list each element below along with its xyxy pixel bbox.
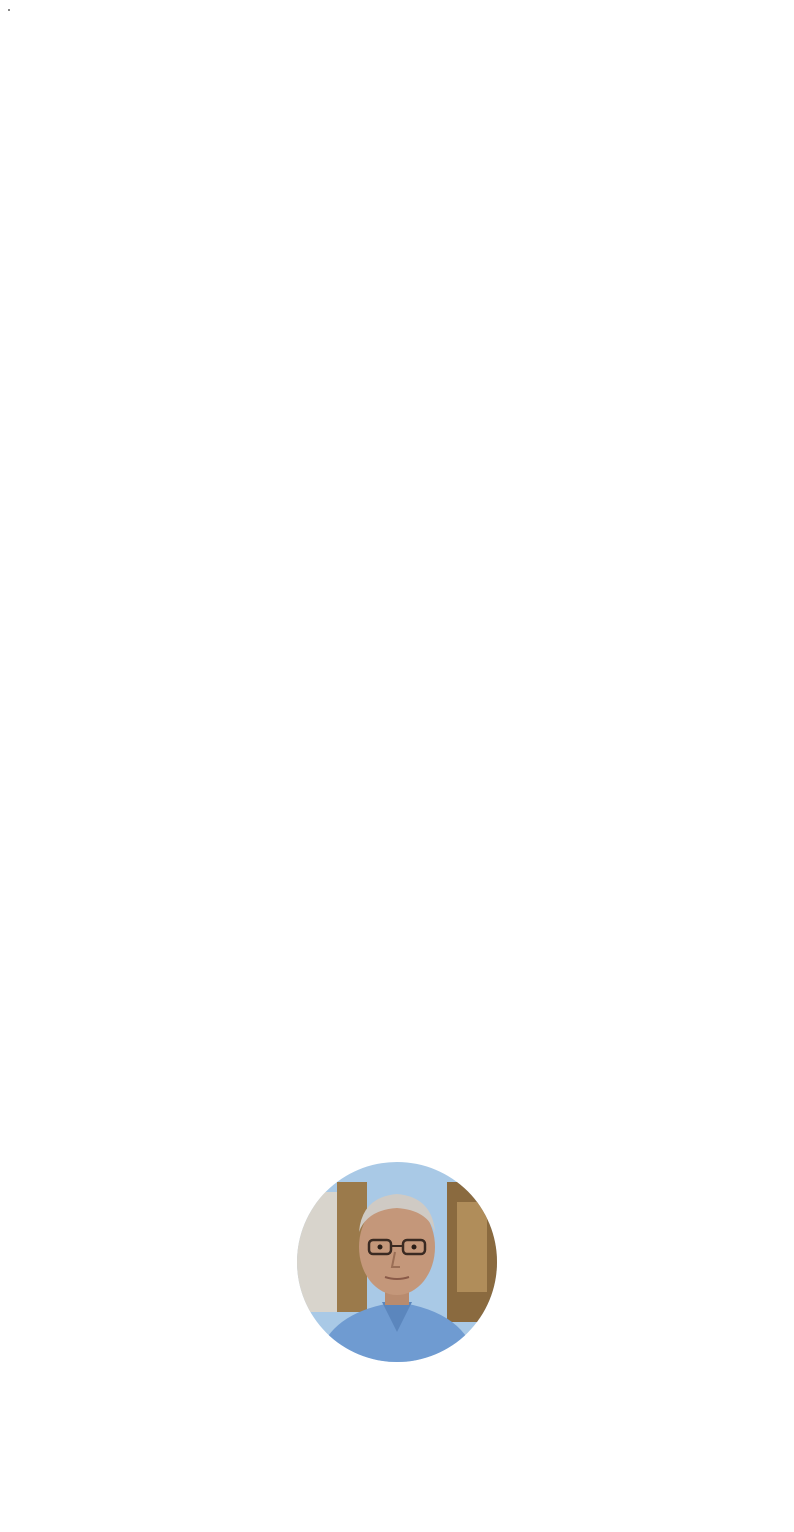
solution-answer-f [8,53,786,87]
document [0,9,794,87]
lactose-table [8,9,10,11]
avatar [297,1162,497,1362]
avatar-portrait-icon [297,1162,497,1362]
solution-heading [8,31,786,53]
